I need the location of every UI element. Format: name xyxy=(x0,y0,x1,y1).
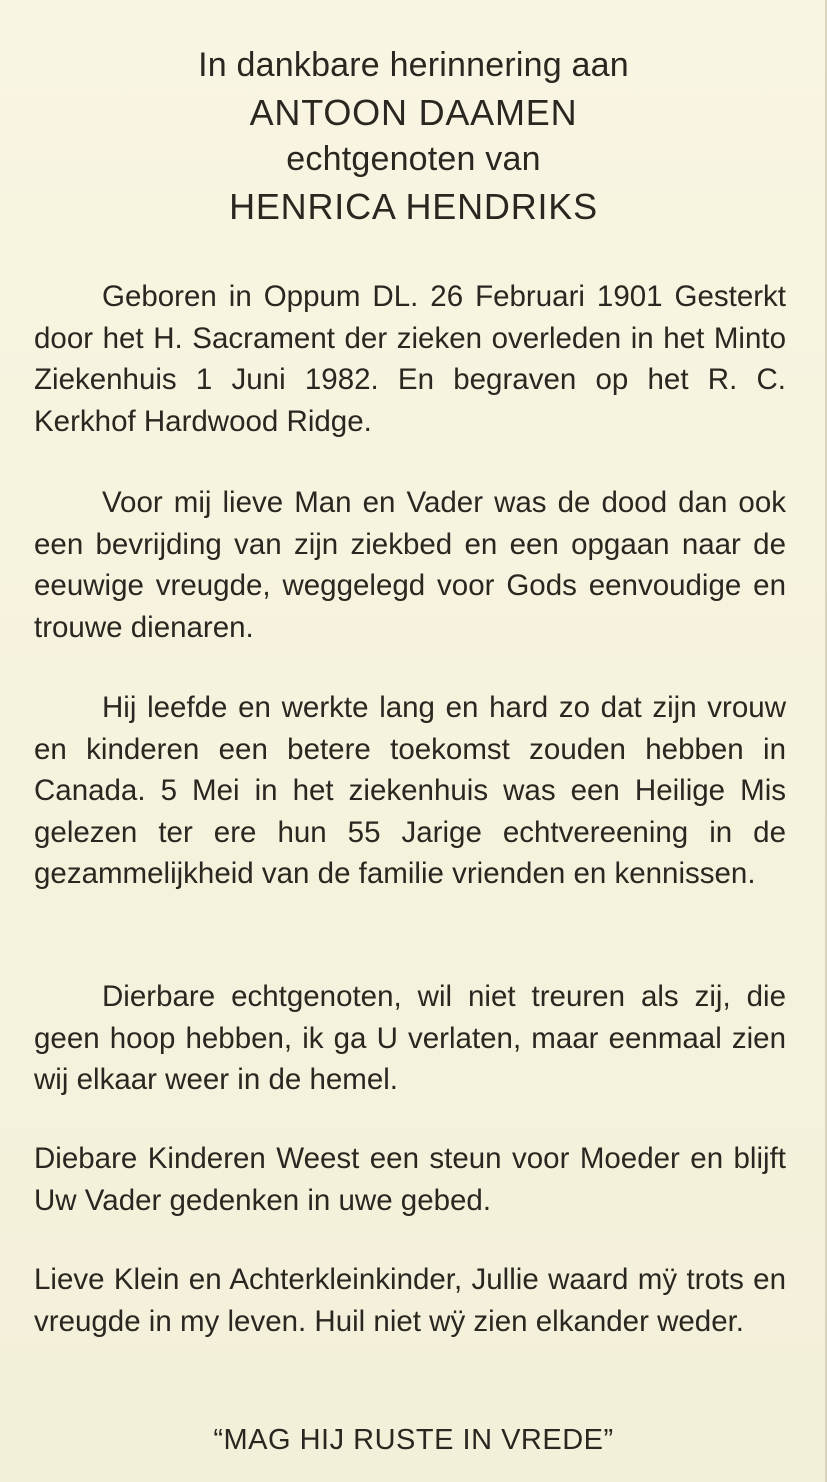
paragraph-grandchildren: Lieve Klein en Achterkleinkinder, Jullie waard mÿ trots en vreugde in my leven. Huil niet wÿ zien elkander weder. xyxy=(34,1263,786,1338)
paragraph-children: Diebare Kinderen Weest een steun voor Moeder en blijft Uw Vader gedenken in uwe gebed. xyxy=(34,1142,786,1217)
paragraph-spouse: Dierbare echtgenoten, wil niet treuren als zij, die geen hoop hebben, ik ga U verlaten, maar eenmaal zien wij elkaar weer in de hemel. xyxy=(34,980,786,1096)
card-header xyxy=(0,42,827,230)
header-intro: In dankbare herinnering aan xyxy=(198,46,629,84)
header-relation: echtgenoten van xyxy=(286,140,541,178)
paragraph-birth-death: Geboren in Oppum DL. 26 Februari 1901 Gesterkt door het H. Sacrament der zieken overleden in het Minto Ziekenhuis 1 Juni 1982. En begraven op het R. C. Kerkhof Hardwood Ridge. xyxy=(34,280,786,438)
deceased-name: ANTOON DAAMEN xyxy=(249,92,578,133)
spouse-name: HENRICA HENDRIKS xyxy=(229,186,598,227)
paragraph-release: Voor mij lieve Man en Vader was de dood dan ook een bevrijding van zijn ziekbed en een opgaan naar de eeuwige vreugde, weggelegd voor Gods eenvoudige en trouwe dienaren. xyxy=(34,486,786,644)
paragraph-life: Hij leefde en werkte lang en hard zo dat zijn vrouw en kinderen een betere toekomst zouden hebben in Canada. 5 Mei in het ziekenhuis was een Heilige Mis gelezen ter ere hun 55 Jarige echtvereening in de gezammelijkheid van de familie vrienden en kennissen. xyxy=(34,691,786,890)
closing-line: “MAG HIJ RUSTE IN VREDE” xyxy=(213,1424,614,1456)
